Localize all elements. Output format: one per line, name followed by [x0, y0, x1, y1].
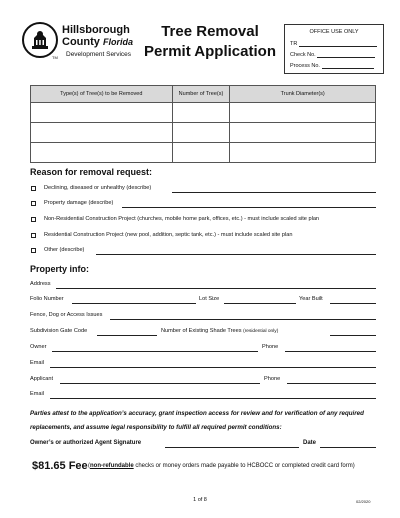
year-built-label: Year Built	[299, 296, 323, 302]
table-cell[interactable]	[172, 103, 230, 123]
reason-heading: Reason for removal request:	[30, 167, 153, 177]
applicant-email-label: Email	[30, 391, 44, 397]
logo-name-line2: County Florida	[62, 36, 133, 48]
reason-checkbox-nonresidential[interactable]	[31, 217, 36, 222]
table-cell[interactable]	[31, 103, 173, 123]
shade-trees-label: Number of Existing Shade Trees (residential only)	[161, 328, 279, 334]
logo-subtitle: Development Services	[66, 51, 132, 58]
table-cell[interactable]	[31, 123, 173, 143]
reason-checkbox-declining[interactable]	[31, 186, 36, 191]
owner-email-label: Email	[30, 360, 44, 366]
owner-label: Owner	[30, 344, 47, 350]
reason-field-other[interactable]	[96, 254, 376, 255]
shade-trees-field[interactable]	[330, 335, 376, 336]
fence-label: Fence, Dog or Access Issues	[30, 312, 103, 318]
courthouse-icon	[22, 22, 58, 58]
reason-checkbox-damage[interactable]	[31, 201, 36, 206]
gate-code-label: Subdivision Gate Code	[30, 328, 88, 334]
gate-code-field[interactable]	[97, 335, 157, 336]
col-diameter-header: Trunk Diameter(s)	[230, 86, 376, 103]
applicant-email-field[interactable]	[50, 398, 376, 399]
office-tr-field[interactable]	[299, 41, 377, 47]
county-logo	[22, 22, 142, 66]
office-check-field[interactable]	[317, 52, 375, 58]
fee-amount: $81.65 Fee	[32, 460, 88, 472]
col-type-header: Type(s) of Tree(s) to be Removed	[31, 86, 173, 103]
owner-phone-label: Phone	[262, 344, 279, 350]
fence-field[interactable]	[110, 319, 376, 320]
reason-label-declining: Declining, diseased or unhealthy (describe)	[44, 185, 152, 191]
folio-label: Folio Number	[30, 296, 64, 302]
table-cell[interactable]	[230, 103, 376, 123]
lot-size-label: Lot Size	[199, 296, 220, 302]
page-title	[140, 22, 280, 62]
signature-date-field[interactable]	[320, 447, 376, 448]
year-built-field[interactable]	[330, 303, 376, 304]
table-row	[31, 103, 376, 123]
office-use-box	[284, 24, 384, 74]
table-cell[interactable]	[172, 143, 230, 163]
reason-label-residential: Residential Construction Project (new pool, addition, septic tank, etc.) - must include scaled site plan	[44, 232, 293, 238]
table-cell[interactable]	[230, 123, 376, 143]
office-tr-row: TR	[290, 41, 377, 47]
address-label: Address	[30, 281, 51, 287]
table-cell[interactable]	[230, 143, 376, 163]
revision-date: 02/2020	[356, 499, 371, 504]
reason-checkbox-residential[interactable]	[31, 233, 36, 238]
office-process-row: Process No.	[290, 63, 374, 69]
reason-field-declining[interactable]	[172, 192, 376, 193]
reason-field-damage[interactable]	[122, 207, 376, 208]
office-use-header: OFFICE USE ONLY	[309, 29, 359, 35]
fee-note: (non-refundable checks or money orders made payable to HCBOCC or completed credit card form)	[88, 463, 355, 469]
office-process-field[interactable]	[322, 63, 374, 69]
title-line2: Permit Application	[144, 43, 276, 60]
signature-field[interactable]	[165, 447, 299, 448]
address-field[interactable]	[56, 288, 376, 289]
title-line1: Tree Removal	[161, 23, 259, 40]
logo-trademark: TM	[52, 55, 58, 60]
table-row	[31, 123, 376, 143]
attestation-text: Parties attest to the application’s accuracy, grant inspection access for review and for verification of any required replacements, and assume legal responsibility to fulfill all required permit conditions:	[30, 410, 364, 431]
owner-field[interactable]	[52, 351, 258, 352]
lot-size-field[interactable]	[224, 303, 296, 304]
applicant-field[interactable]	[60, 383, 260, 384]
owner-phone-field[interactable]	[285, 351, 376, 352]
reason-checkbox-other[interactable]	[31, 248, 36, 253]
signature-label: Owner’s or authorized Agent Signature	[30, 440, 142, 446]
trees-table-header	[31, 86, 376, 103]
applicant-phone-field[interactable]	[287, 383, 376, 384]
property-heading: Property info:	[30, 264, 90, 274]
trees-table	[30, 85, 376, 163]
reason-label-damage: Property damage (describe)	[44, 200, 114, 206]
table-cell[interactable]	[31, 143, 173, 163]
folio-field[interactable]	[72, 303, 196, 304]
applicant-label: Applicant	[30, 376, 54, 382]
page-number: 1 of 8	[193, 497, 207, 503]
table-cell[interactable]	[172, 123, 230, 143]
reason-label-other: Other (describe)	[44, 247, 85, 253]
table-row	[31, 143, 376, 163]
logo-name-line1: Hillsborough	[62, 24, 130, 36]
office-check-row: Check No.	[290, 52, 375, 58]
applicant-phone-label: Phone	[264, 376, 281, 382]
col-number-header: Number of Tree(s)	[172, 86, 230, 103]
reason-label-nonresidential: Non-Residential Construction Project (churches, mobile home park, offices, etc.) - must include scaled site plan	[44, 216, 320, 222]
owner-email-field[interactable]	[50, 367, 376, 368]
signature-date-label: Date	[303, 440, 317, 446]
